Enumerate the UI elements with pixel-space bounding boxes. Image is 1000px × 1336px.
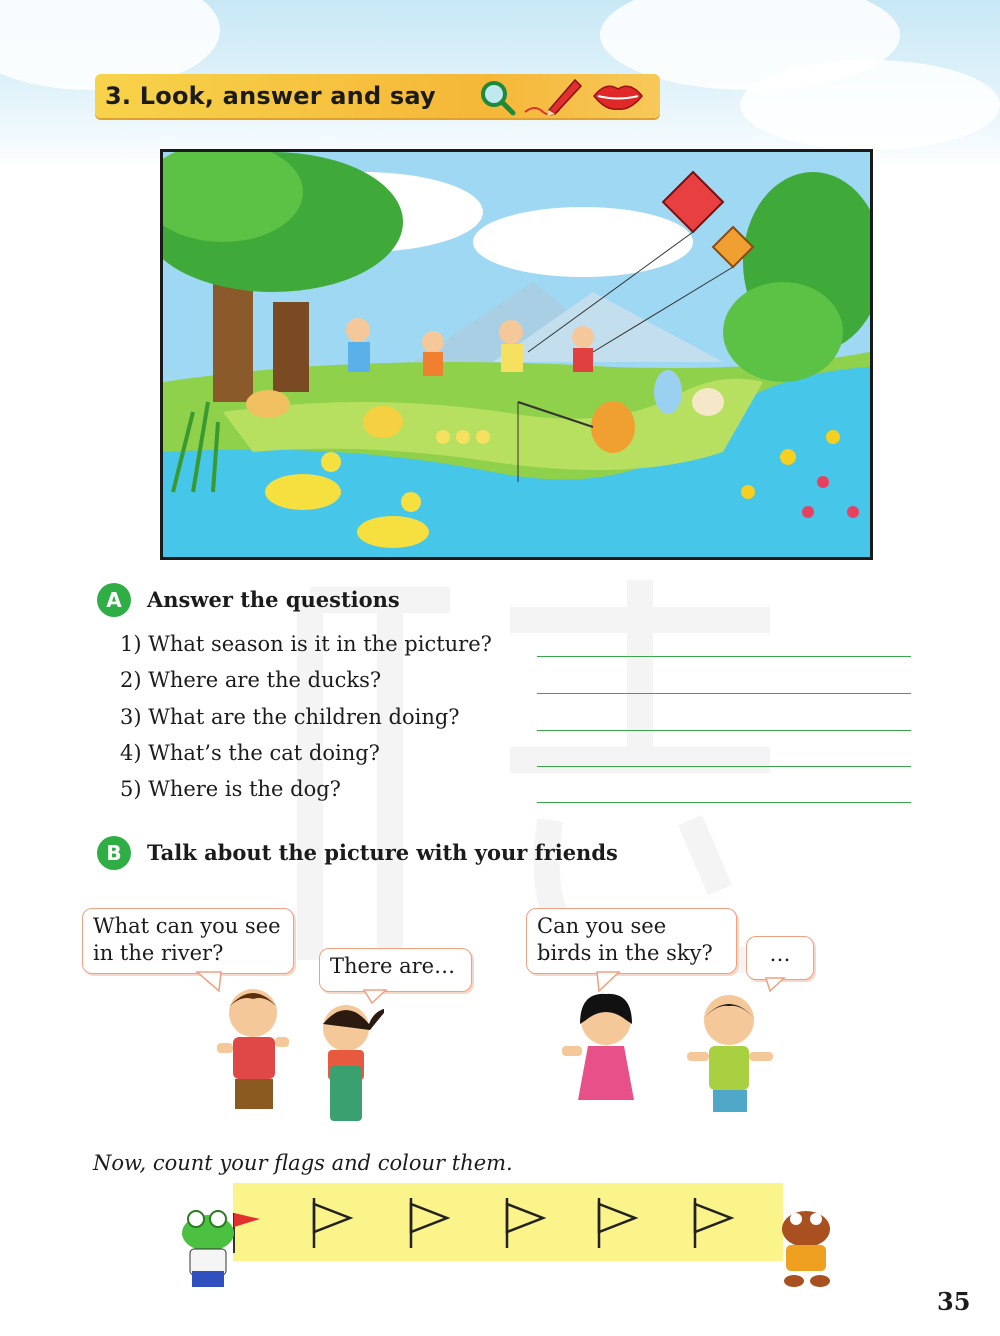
- section-a-badge: A: [97, 583, 131, 617]
- frog-mascot: [168, 1203, 264, 1295]
- question-1: 1) What season is it in the picture?: [120, 632, 492, 656]
- boy-red-shirt: [215, 985, 295, 1120]
- girl-pink-dress: [560, 990, 652, 1115]
- speech-bubble-4: …: [746, 936, 814, 980]
- question-2: 2) Where are the ducks?: [120, 668, 382, 692]
- lips-icon: [592, 81, 644, 111]
- title-bar: [95, 74, 660, 118]
- flag-outline-1[interactable]: [310, 1196, 354, 1250]
- speech-bubble-2: There are…: [319, 948, 472, 992]
- flag-outline-5[interactable]: [691, 1196, 735, 1250]
- question-3: 3) What are the children doing?: [120, 705, 460, 729]
- question-4: 4) What’s the cat doing?: [120, 741, 380, 765]
- flag-outline-3[interactable]: [503, 1196, 547, 1250]
- toad-mascot: [768, 1205, 844, 1290]
- answer-line-1[interactable]: [537, 656, 911, 657]
- boy-green-shirt: [683, 990, 779, 1118]
- park-scene-illustration: [160, 149, 873, 560]
- page-number: 35: [937, 1287, 971, 1316]
- magnifier-icon: [477, 77, 517, 117]
- answer-line-5[interactable]: [537, 802, 911, 803]
- section-title: 3. Look, answer and say: [105, 82, 436, 110]
- section-b-badge: B: [97, 836, 131, 870]
- speech-bubble-3: Can you see birds in the sky?: [526, 908, 737, 974]
- speech-bubble-1: What can you see in the river?: [82, 908, 294, 974]
- girl-green-overalls: [308, 1000, 384, 1128]
- answer-line-2[interactable]: [537, 693, 911, 694]
- flag-outline-4[interactable]: [595, 1196, 639, 1250]
- section-b-title: Talk about the picture with your friends: [147, 840, 618, 865]
- question-5: 5) Where is the dog?: [120, 777, 341, 801]
- instruction-text: Now, count your flags and colour them.: [93, 1151, 513, 1175]
- pencil-icon: [521, 74, 585, 118]
- section-a-title: Answer the questions: [147, 587, 400, 612]
- answer-line-3[interactable]: [537, 730, 911, 731]
- flag-outline-2[interactable]: [407, 1196, 451, 1250]
- cloud: [740, 60, 1000, 150]
- flag-strip: [233, 1183, 783, 1261]
- answer-line-4[interactable]: [537, 766, 911, 767]
